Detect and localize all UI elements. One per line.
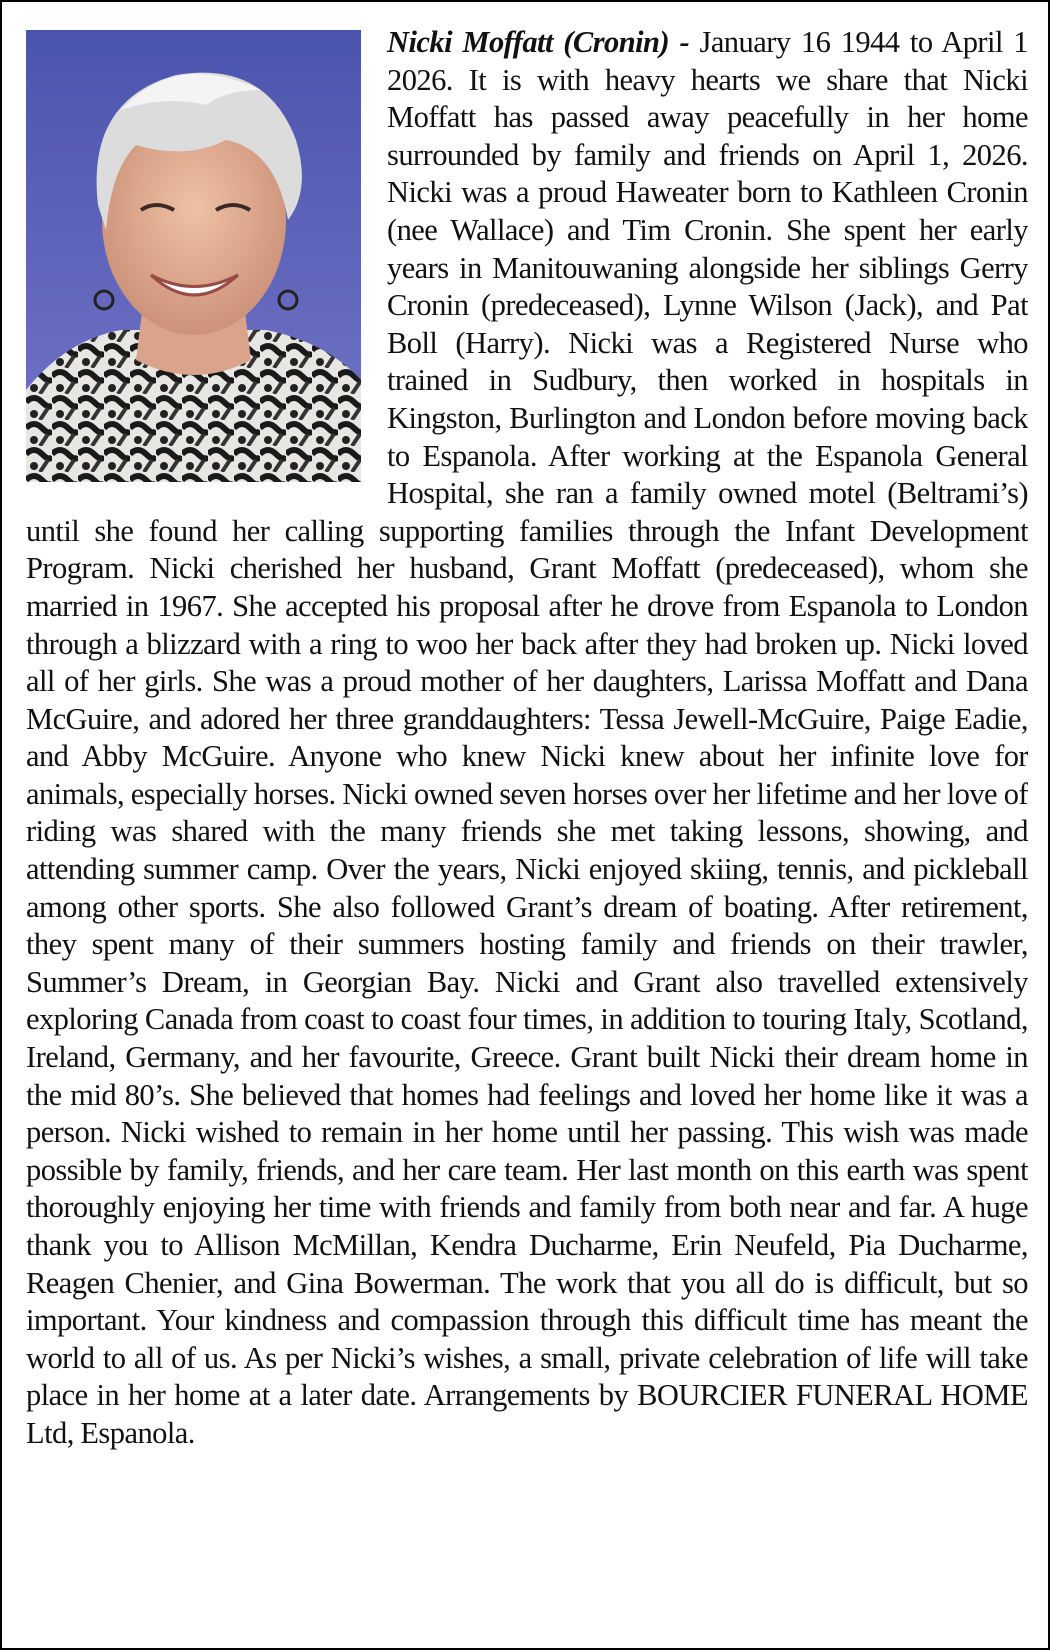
deceased-name: Nicki Moffatt (Cronin) - xyxy=(387,25,690,59)
portrait-photo xyxy=(26,30,361,482)
obituary-body: January 16 1944 to April 1 2026. It is with heavy hearts we share that Nicki Moffatt has passed away peacefully in her home surrounded by family and friends on April 1, 2026. Nicki was a proud Haweater born to Kathleen Cronin (nee Wallace) and Tim Cronin. She spent her early years in Manitouwaning alongside her siblings Gerry Cronin (predeceased), Lynne Wilson (Jack), and Pat Boll (Harry). Nicki was a Registered Nurse who trained in Sudbury, then worked in hospitals in Kingston, Burlington and London before moving back to Espanola. After working at the Espanola General Hospital, she ran a family owned motel (Beltrami’s) until she found her calling supporting families through the Infant Development Program. Nicki cherished her husband, Grant Moffatt (predeceased), whom she married in 1967. She accepted his proposal after he drove from Espanola to London through a blizzard with a ring to woo her back after they had broken up. Nicki loved all of her girls. She was a proud mother of her daughters, Larissa Moffatt and Dana McGuire, and adored her three granddaughters: Tessa Jewell-McGuire, Paige Eadie, and Abby McGuire. Anyone who knew Nicki knew about her infinite love for animals, especially horses. Nicki owned seven horses over her lifetime and her love of riding was shared with the many friends she met taking lessons, showing, and attending summer camp. Over the years, Nicki enjoyed skiing, tennis, and pickleball among other sports. She also followed Grant’s dream of boating. After retirement, they spent many of their summers hosting family and friends on their trawler, Summer’s Dream, in Georgian Bay. Nicki and Grant also travelled extensively exploring Canada from coast to coast four times, in addition to touring Italy, Scotland, Ireland, Germany, and her favourite, Greece. Grant built Nicki their dream home in the mid 80’s. She believed that homes had feelings and loved her home like it was a person. Nicki wished to remain in her home until her passing. This wish was made possible by family, friends, and her care team. Her last month on this earth was spent thoroughly enjoying her time with friends and family from both near and far. A huge thank you to Allison McMillan, Kendra Ducharme, Erin Neufeld, Pia Ducharme, Reagen Chenier, and Gina Bowerman. The work that you all do is difficult, but so important. Your kindness and compassion through this difficult time has meant the world to all of us. As per Nicki’s wishes, a small, private celebration of life will take place in her home at a later date. Arrangements by BOURCIER FUNERAL HOME Ltd, Espanola. xyxy=(26,25,1028,1450)
obituary-content xyxy=(26,24,1028,1634)
portrait-icon xyxy=(26,30,361,482)
